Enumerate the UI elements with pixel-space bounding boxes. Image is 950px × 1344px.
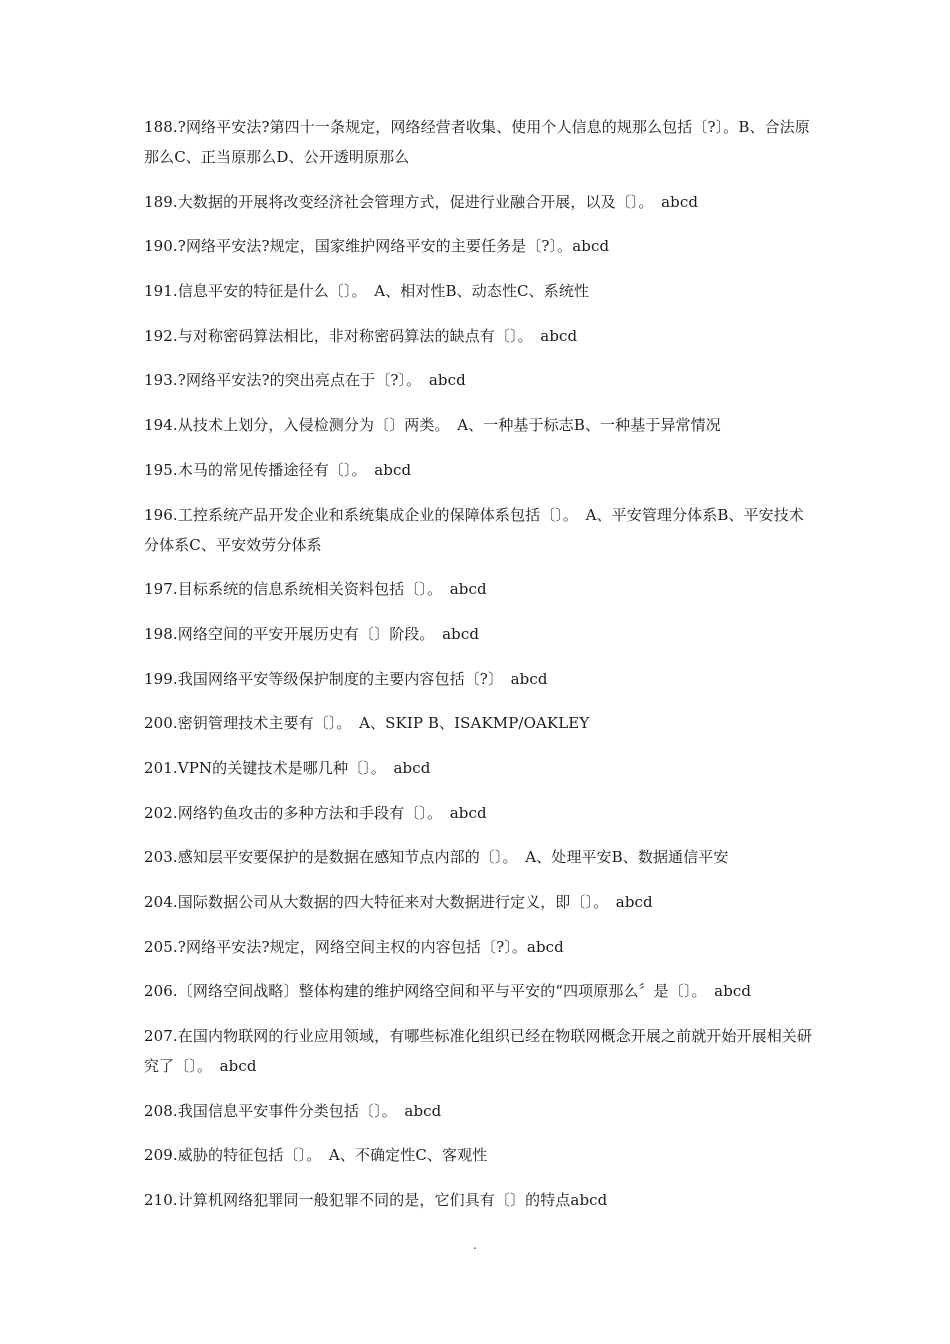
question-190: 190.?网络平安法?规定，国家维护网络平安的主要任务是〔?〕。abcd xyxy=(144,237,610,256)
question-205: 205.?网络平安法?规定，网络空间主权的内容包括〔?〕。abcd xyxy=(144,937,564,956)
question-192: 192.与对称密码算法相比，非对称密码算法的缺点有〔〕。 abcd xyxy=(144,326,578,345)
question-193: 193.?网络平安法?的突出亮点在于〔?〕。 abcd xyxy=(144,371,466,390)
question-198: 198.网络空间的平安开展历史有〔〕阶段。 abcd xyxy=(144,624,480,643)
question-196: 196.工控系统产品开发企业和系统集成企业的保障体系包括〔〕。 A、平安管理分体系B、平安技术分体系C、平安效劳分体系 xyxy=(144,505,804,554)
question-202: 202.网络钓鱼攻击的多种方法和手段有〔〕。 abcd xyxy=(144,803,487,822)
question-188: 188.?网络平安法?第四十一条规定，网络经营者收集、使用个人信息的规那么包括〔?〕。B、合法原那么C、正当原那么D、公开透明原那么 xyxy=(144,118,810,166)
question-207: 207.在国内物联网的行业应用领域，有哪些标准化组织已经在物联网概念开展之前就开始开展相关研究了〔〕。 abcd xyxy=(144,1027,813,1076)
question-206: 206.〔网络空间战略〕整体构建的维护网络空间和平与平安的“四项原那么〞是〔〕。 abcd xyxy=(144,982,752,1001)
question-203: 203.感知层平安要保护的是数据在感知节点内部的〔〕。 A、处理平安B、数据通信平安 xyxy=(144,848,729,867)
question-195: 195.木马的常见传播途径有〔〕。 abcd xyxy=(144,460,412,479)
question-194: 194.从技术上划分，入侵检测分为〔〕两类。 A、一种基于标志B、一种基于异常情况 xyxy=(144,416,721,435)
question-204: 204.国际数据公司从大数据的四大特征来对大数据进行定义，即〔〕。 abcd xyxy=(144,893,653,911)
question-208: 208.我国信息平安事件分类包括〔〕。 abcd xyxy=(144,1101,442,1120)
document-body xyxy=(144,112,814,1230)
question-189: 189.大数据的开展将改变经济社会管理方式，促进行业融合开展，以及〔〕。 abcd xyxy=(144,192,699,211)
question-209: 209.威胁的特征包括〔〕。 A、不确定性C、客观性 xyxy=(144,1146,488,1165)
page-footer-mark: . xyxy=(473,1238,477,1252)
question-200: 200.密钥管理技术主要有〔〕。 A、SKIP B、ISAKMP/OAKLEY xyxy=(144,714,590,733)
question-199: 199.我国网络平安等级保护制度的主要内容包括〔?〕 abcd xyxy=(144,669,548,688)
question-210: 210.计算机网络犯罪同一般犯罪不同的是，它们具有〔〕的特点abcd xyxy=(144,1191,608,1210)
question-191: 191.信息平安的特征是什么〔〕。 A、相对性B、动态性C、系统性 xyxy=(144,282,590,301)
question-197: 197.目标系统的信息系统相关资料包括〔〕。 abcd xyxy=(144,580,487,599)
question-201: 201.VPN的关键技术是哪几种〔〕。 abcd xyxy=(144,758,431,777)
